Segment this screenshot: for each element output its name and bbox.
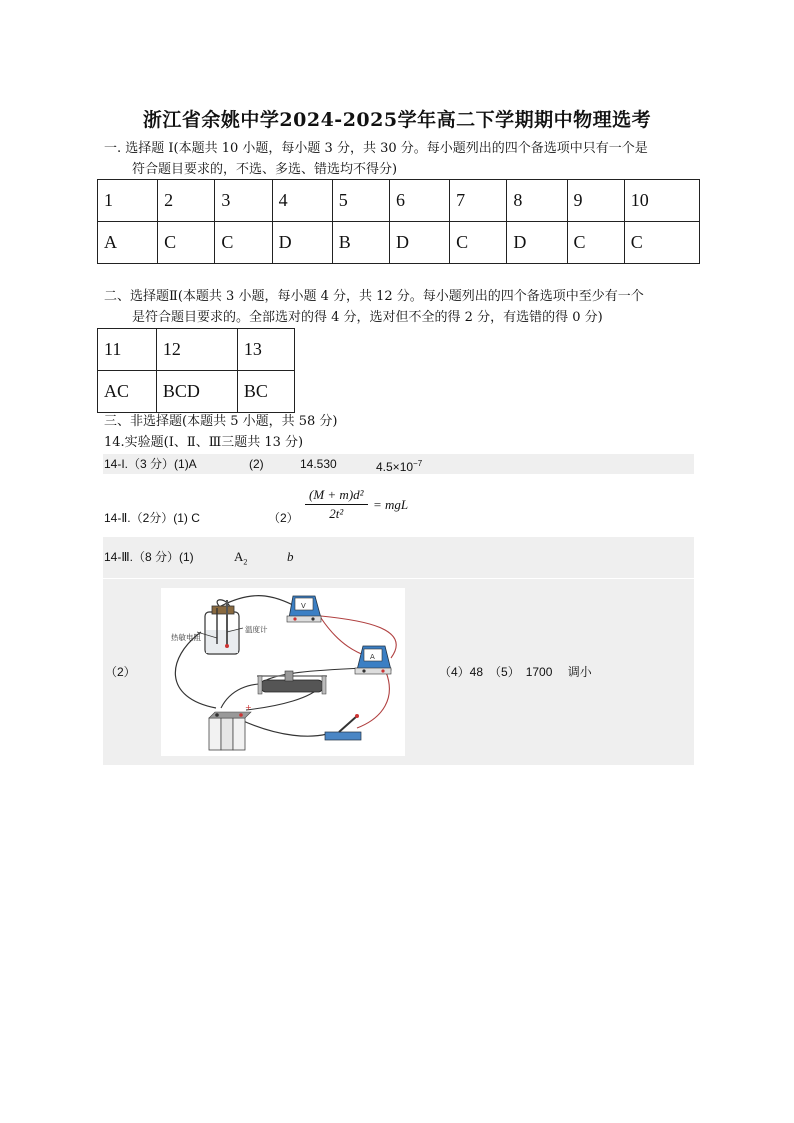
sci-exponent: −7 bbox=[413, 459, 423, 468]
section1-answer-table bbox=[97, 179, 700, 264]
beaker-icon bbox=[197, 600, 243, 654]
table-row-numbers bbox=[98, 329, 295, 371]
answer-cell: BCD bbox=[156, 371, 237, 413]
q14-2-label: 14-Ⅱ.（2分）(1) C bbox=[104, 511, 200, 525]
q14-3-label: 14-Ⅲ.（8 分）(1) bbox=[104, 550, 194, 564]
answer-cell: D bbox=[272, 222, 332, 264]
rheostat-icon bbox=[257, 671, 327, 694]
q14-1-part2: (2) bbox=[249, 457, 264, 471]
a-sub: 2 bbox=[243, 557, 248, 567]
section1-instructions bbox=[104, 138, 704, 180]
question-number-cell: 8 bbox=[507, 180, 567, 222]
a-main: A bbox=[234, 549, 244, 564]
answer-cell: C bbox=[567, 222, 624, 264]
question-number-cell: 7 bbox=[450, 180, 507, 222]
question-number-cell: 13 bbox=[237, 329, 294, 371]
question-number-cell: 1 bbox=[98, 180, 158, 222]
q14-3-tail: （4）48 （5） 1700 调小 bbox=[439, 665, 592, 679]
answer-cell: AC bbox=[98, 371, 157, 413]
section2-answer-table bbox=[97, 328, 295, 413]
section1-line1: 一. 选择题 I(本题共 10 小题，每小题 3 分，共 30 分。每小题列出的四个备选项中只有一个是 bbox=[104, 141, 648, 156]
table-row-answers bbox=[98, 371, 295, 413]
answer-cell: B bbox=[332, 222, 389, 264]
label-voltmeter: V bbox=[301, 602, 306, 610]
q14-3-answer-a bbox=[234, 547, 247, 573]
label-ammeter: A bbox=[370, 653, 375, 661]
question-number-cell: 5 bbox=[332, 180, 389, 222]
table-row-numbers bbox=[98, 180, 700, 222]
answer-cell: C bbox=[215, 222, 272, 264]
battery-icon bbox=[209, 712, 251, 750]
q14-1-label: 14-I.（3 分）(1)A bbox=[104, 457, 197, 471]
question-number-cell: 12 bbox=[156, 329, 237, 371]
section3-heading: 三、非选择题(本题共 5 小题，共 58 分) bbox=[104, 414, 338, 429]
question-number-cell: 11 bbox=[98, 329, 157, 371]
answer-cell: C bbox=[158, 222, 215, 264]
answer-cell: A bbox=[98, 222, 158, 264]
q14-2-fraction bbox=[305, 487, 368, 522]
q14-3-part2: （2） bbox=[105, 665, 136, 679]
question-number-cell: 3 bbox=[215, 180, 272, 222]
fraction-numerator: (M + m)d² bbox=[305, 487, 368, 505]
wire bbox=[357, 672, 389, 728]
section1-line2: 符合题目要求的，不选、多选、错选均不得分) bbox=[132, 162, 398, 177]
question-number-cell: 4 bbox=[272, 180, 332, 222]
q14-3-answer-b: b bbox=[287, 549, 294, 564]
answer-cell: C bbox=[624, 222, 699, 264]
circuit-svg bbox=[161, 588, 405, 756]
wire bbox=[241, 720, 327, 736]
answer-cell: C bbox=[450, 222, 507, 264]
section2-line2: 是符合题目要求的。全部选对的得 4 分，选对但不全的得 2 分，有选错的得 0 分) bbox=[132, 310, 603, 325]
label-thermometer: 温度计 bbox=[245, 625, 268, 634]
answer-cell: BC bbox=[237, 371, 294, 413]
section2-line1: 二、选择题Ⅱ(本题共 3 小题，每小题 4 分，共 12 分。每小题列出的四个备选项中至少有一个 bbox=[104, 289, 644, 304]
circuit-diagram bbox=[161, 588, 405, 756]
q14-2-rhs: = mgL bbox=[373, 497, 409, 512]
table-row-answers bbox=[98, 222, 700, 264]
label-thermistor: 热敏电阻 bbox=[171, 633, 201, 642]
page-title: 浙江省余姚中学2024-2025学年高二下学期期中物理选考 bbox=[142, 109, 652, 131]
switch-icon bbox=[325, 714, 361, 740]
wire bbox=[221, 684, 261, 708]
fraction-denominator: 2t² bbox=[329, 506, 344, 521]
q14-1-sci bbox=[376, 454, 422, 477]
section2-instructions bbox=[104, 286, 704, 328]
question-number-cell: 10 bbox=[624, 180, 699, 222]
question-number-cell: 2 bbox=[158, 180, 215, 222]
question-number-cell: 9 bbox=[567, 180, 624, 222]
q14-heading: 14.实验题(I、Ⅱ、Ⅲ三题共 13 分) bbox=[104, 435, 304, 450]
label-plus: + bbox=[245, 703, 252, 712]
q14-1-value: 14.530 bbox=[300, 457, 337, 471]
answer-cell: D bbox=[507, 222, 567, 264]
answer-cell: D bbox=[389, 222, 449, 264]
question-number-cell: 6 bbox=[389, 180, 449, 222]
q14-2-part2: （2） bbox=[268, 511, 299, 525]
sci-base: 4.5×10 bbox=[376, 460, 414, 474]
